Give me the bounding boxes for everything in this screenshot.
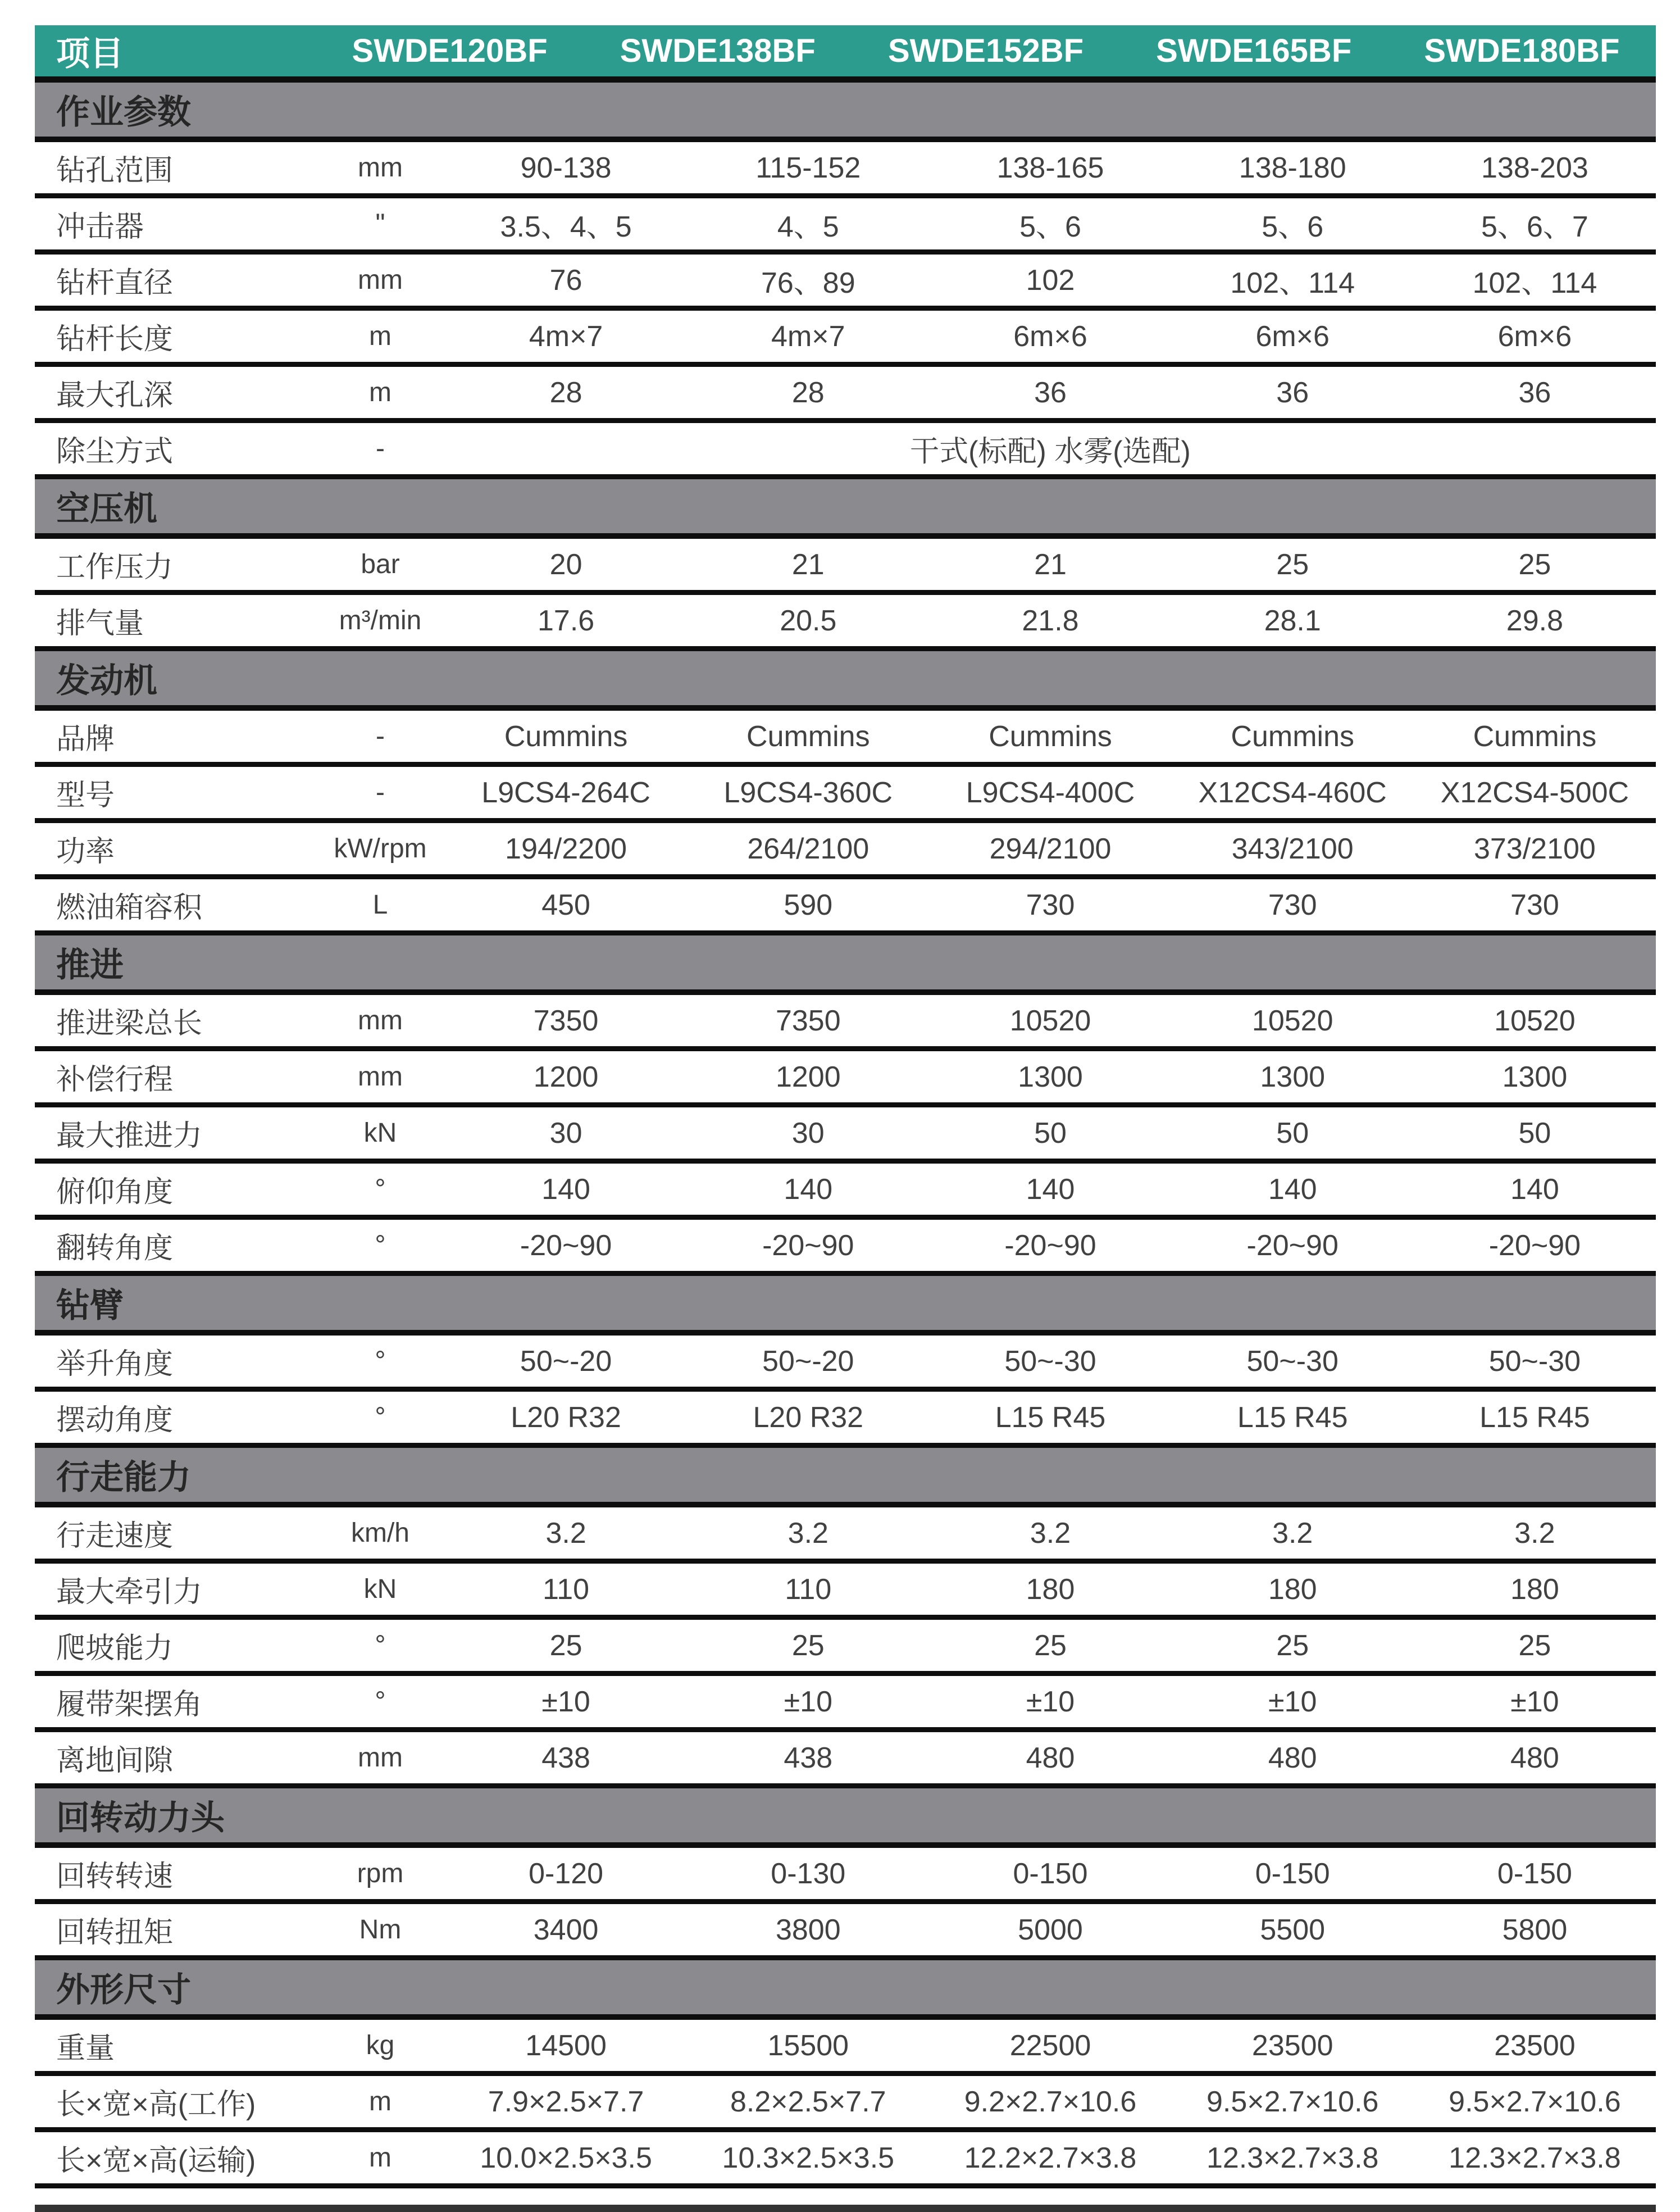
row-value: 730	[1510, 888, 1559, 921]
table-row	[35, 142, 1656, 198]
row-value: 194/2200	[505, 832, 627, 865]
model-header-cell: SWDE152BF	[887, 33, 1084, 69]
row-label: 回转扭矩	[56, 1916, 174, 1949]
model-header-cell: SWDE138BF	[620, 33, 816, 69]
row-unit: mm	[358, 1743, 403, 1773]
table-row	[35, 1107, 1656, 1164]
row-value: 7.9×2.5×7.7	[488, 2085, 644, 2118]
row-label: 举升角度	[56, 1348, 174, 1380]
row-value: 140	[1268, 1173, 1317, 1206]
row-value: 9.5×2.7×10.6	[1206, 2085, 1379, 2118]
row-unit: mm	[358, 265, 403, 295]
row-value: 480	[1510, 1741, 1559, 1774]
row-value: 3.2	[1030, 1516, 1071, 1550]
row-value: 3.5、4、5	[500, 211, 632, 243]
table-row	[35, 1164, 1656, 1220]
table-row	[35, 1051, 1656, 1107]
table-row	[35, 2132, 1656, 2188]
row-value: ±10	[541, 1685, 590, 1718]
row-label: 最大孔深	[56, 379, 174, 412]
table-row	[35, 995, 1656, 1051]
row-value: Cummins	[1231, 720, 1354, 753]
row-label: 最大牵引力	[56, 1576, 203, 1609]
bottom-edge-strip	[35, 2205, 1656, 2212]
row-value: ±10	[784, 1685, 832, 1718]
table-row	[35, 1507, 1656, 1564]
row-value: 10.3×2.5×3.5	[722, 2141, 895, 2174]
row-label: 行走速度	[56, 1520, 174, 1552]
row-label: 品牌	[56, 723, 115, 756]
row-value: 1300	[1260, 1060, 1326, 1093]
row-value: 50~-20	[520, 1345, 612, 1378]
row-value: 30	[791, 1116, 825, 1150]
row-value: Cummins	[1473, 720, 1597, 753]
row-unit: km/h	[350, 1518, 409, 1548]
row-value: 25	[1518, 548, 1551, 581]
row-value: 0-130	[771, 1857, 846, 1890]
row-value: 29.8	[1506, 604, 1564, 637]
row-value: X12CS4-500C	[1440, 776, 1629, 809]
row-value: 450	[541, 888, 590, 921]
spec-table	[35, 25, 1656, 2188]
row-value: 3.2	[545, 1516, 586, 1550]
row-value: 21	[791, 548, 825, 581]
row-value: 480	[1268, 1741, 1317, 1774]
row-value: ±10	[1026, 1685, 1075, 1718]
row-unit: -	[376, 778, 385, 807]
row-value: L9CS4-264C	[481, 776, 650, 809]
row-value: 3400	[533, 1913, 599, 1946]
row-value: 373/2100	[1473, 832, 1596, 865]
row-value: L15 R45	[995, 1401, 1106, 1434]
table-row	[35, 1676, 1656, 1732]
row-label: 型号	[56, 779, 115, 812]
row-value: 1300	[1502, 1060, 1568, 1093]
row-value: 50~-30	[1488, 1345, 1581, 1378]
row-label: 重量	[56, 2032, 115, 2065]
section-title: 作业参数	[56, 93, 191, 131]
row-value: 3.2	[787, 1516, 828, 1550]
row-value: 730	[1268, 888, 1317, 921]
row-label: 长×宽×高(运输)	[56, 2145, 256, 2177]
section-title: 发动机	[56, 662, 157, 700]
row-unit: m	[369, 2087, 391, 2116]
row-unit: L	[372, 890, 388, 920]
row-label: 俯仰角度	[56, 1176, 174, 1209]
row-label: 工作压力	[56, 551, 174, 584]
row-value: 25	[1276, 1629, 1309, 1662]
row-label: 离地间隙	[56, 1745, 174, 1777]
table-row	[35, 879, 1656, 935]
row-value: 6m×6	[1255, 320, 1330, 353]
row-value: -20~90	[1004, 1229, 1096, 1262]
row-value: L20 R32	[511, 1401, 621, 1434]
row-value: 5、6	[1262, 211, 1324, 243]
row-value: 264/2100	[747, 832, 869, 865]
row-unit: mm	[358, 1006, 403, 1035]
row-value: 3800	[775, 1913, 841, 1946]
row-unit: m	[369, 2143, 391, 2173]
row-value: 180	[1510, 1573, 1559, 1606]
row-unit: rpm	[357, 1859, 404, 1888]
row-label: 钻杆长度	[56, 323, 174, 356]
row-value: 7350	[533, 1004, 599, 1037]
section-band	[35, 83, 1656, 142]
table-row	[35, 198, 1656, 255]
table-row	[35, 539, 1656, 595]
model-header-cell: SWDE165BF	[1156, 33, 1352, 69]
section-title: 推进	[56, 946, 124, 984]
row-value: 23500	[1251, 2029, 1333, 2062]
row-value: 180	[1026, 1573, 1075, 1606]
row-value: 22500	[1009, 2029, 1091, 2062]
table-row	[35, 1392, 1656, 1448]
row-label: 履带架摆角	[56, 1688, 203, 1721]
row-label: 回转转速	[56, 1860, 174, 1893]
row-value: 21	[1034, 548, 1067, 581]
row-value: 7350	[775, 1004, 841, 1037]
row-value: 8.2×2.5×7.7	[730, 2085, 886, 2118]
table-row	[35, 1336, 1656, 1392]
table-row	[35, 1732, 1656, 1788]
section-band	[35, 935, 1656, 995]
table-row	[35, 2020, 1656, 2076]
header-item-label: 项目	[56, 34, 124, 72]
row-unit: bar	[361, 549, 400, 579]
row-value: 20.5	[780, 604, 837, 637]
row-unit: °	[375, 1687, 386, 1716]
row-value: 0-150	[1255, 1857, 1330, 1890]
row-value: Cummins	[504, 720, 628, 753]
row-value: 6m×6	[1013, 320, 1087, 353]
row-value: 0-150	[1497, 1857, 1572, 1890]
row-value: 23500	[1494, 2029, 1576, 2062]
row-unit: Nm	[359, 1915, 402, 1945]
row-value: 10520	[1494, 1004, 1576, 1037]
section-band	[35, 1788, 1656, 1848]
row-value: 4m×7	[771, 320, 845, 353]
table-row	[35, 1220, 1656, 1276]
row-unit: °	[375, 1346, 386, 1376]
row-value: Cummins	[989, 720, 1112, 753]
row-unit: kN	[363, 1574, 397, 1604]
row-label: 长×宽×高(工作)	[56, 2088, 256, 2121]
row-value: 102、114	[1472, 267, 1597, 299]
row-value: 15500	[767, 2029, 849, 2062]
row-value: 6m×6	[1497, 320, 1572, 353]
row-value: -20~90	[520, 1229, 612, 1262]
row-value: 138-180	[1239, 151, 1346, 184]
row-value: 438	[784, 1741, 833, 1774]
row-value: 50	[1518, 1116, 1551, 1150]
row-value: -20~90	[762, 1229, 854, 1262]
table-row	[35, 1904, 1656, 1960]
row-value: 294/2100	[989, 832, 1112, 865]
row-value: 5、6、7	[1481, 211, 1588, 243]
table-row	[35, 367, 1656, 423]
model-header-cell: SWDE180BF	[1424, 33, 1620, 69]
row-value: ±10	[1268, 1685, 1317, 1718]
row-value: 90-138	[520, 151, 612, 184]
row-value: Cummins	[746, 720, 870, 753]
row-value: 36	[1518, 376, 1551, 409]
row-value: X12CS4-460C	[1198, 776, 1387, 809]
row-label: 推进梁总长	[56, 1007, 203, 1040]
row-value: 28	[549, 376, 582, 409]
table-row	[35, 767, 1656, 823]
row-value: 76、89	[761, 267, 855, 299]
row-unit: °	[375, 1630, 386, 1660]
row-label: 钻孔范围	[56, 155, 174, 187]
row-value: 102、114	[1230, 267, 1355, 299]
row-unit: mm	[358, 153, 403, 183]
row-value: 25	[1276, 548, 1309, 581]
row-value: 138-165	[996, 151, 1104, 184]
section-band	[35, 651, 1656, 711]
row-value: 10520	[1251, 1004, 1333, 1037]
row-value: 138-203	[1481, 151, 1588, 184]
row-value: 17.6	[537, 604, 595, 637]
row-value: 5800	[1502, 1913, 1568, 1946]
table-row	[35, 1620, 1656, 1676]
row-value: L9CS4-400C	[966, 776, 1135, 809]
row-value: 438	[541, 1741, 590, 1774]
row-value: 12.3×2.7×3.8	[1449, 2141, 1621, 2174]
row-value: 480	[1026, 1741, 1075, 1774]
row-value: 4m×7	[529, 320, 603, 353]
row-value: 28	[791, 376, 825, 409]
row-value: 110	[785, 1573, 832, 1606]
row-value: 10520	[1009, 1004, 1091, 1037]
table-row	[35, 823, 1656, 879]
row-value: 102	[1026, 264, 1075, 297]
row-value: 25	[1034, 1629, 1067, 1662]
section-title: 空压机	[56, 490, 157, 528]
row-merged-value: 干式(标配) 水雾(选配)	[910, 435, 1191, 468]
row-value: 590	[784, 888, 833, 921]
row-unit: mm	[358, 1062, 403, 1092]
row-value: 25	[791, 1629, 825, 1662]
row-unit: °	[375, 1230, 386, 1260]
row-unit: °	[375, 1174, 386, 1204]
section-band	[35, 479, 1656, 539]
table-row	[35, 711, 1656, 767]
row-value: -20~90	[1246, 1229, 1338, 1262]
row-label: 排气量	[56, 607, 144, 640]
row-unit: kN	[363, 1118, 397, 1148]
row-value: 180	[1268, 1573, 1317, 1606]
row-value: 50	[1276, 1116, 1309, 1150]
row-value: 1200	[775, 1060, 841, 1093]
row-value: L15 R45	[1237, 1401, 1348, 1434]
row-unit: °	[375, 1402, 386, 1432]
row-value: 110	[543, 1573, 590, 1606]
row-unit: m	[369, 321, 391, 351]
row-value: 76	[549, 264, 582, 297]
row-label: 摆动角度	[56, 1404, 174, 1437]
row-value: L9CS4-360C	[723, 776, 893, 809]
row-value: 28.1	[1264, 604, 1321, 637]
row-value: 25	[549, 1629, 582, 1662]
row-label: 钻杆直径	[56, 267, 174, 299]
row-value: 21.8	[1022, 604, 1079, 637]
row-value: 1300	[1018, 1060, 1083, 1093]
model-header-cell: SWDE120BF	[352, 33, 548, 69]
row-label: 功率	[56, 835, 115, 868]
row-value: 12.2×2.7×3.8	[964, 2141, 1137, 2174]
table-row	[35, 1848, 1656, 1904]
row-unit: m	[369, 378, 391, 407]
row-label: 补偿行程	[56, 1064, 174, 1096]
row-label: 除尘方式	[56, 435, 174, 468]
row-value: 14500	[525, 2029, 607, 2062]
section-title: 回转动力头	[56, 1799, 225, 1837]
row-value: 0-150	[1013, 1857, 1088, 1890]
row-value: 5000	[1018, 1913, 1083, 1946]
row-value: L15 R45	[1479, 1401, 1590, 1434]
row-unit: m³/min	[339, 606, 422, 635]
row-value: 3.2	[1272, 1516, 1313, 1550]
table-header-row	[35, 25, 1656, 83]
row-value: 0-120	[529, 1857, 604, 1890]
row-value: 3.2	[1514, 1516, 1555, 1550]
row-value: 30	[549, 1116, 582, 1150]
row-label: 燃油箱容积	[56, 892, 203, 924]
row-value: 36	[1276, 376, 1309, 409]
row-label: 冲击器	[56, 211, 144, 243]
row-value: 50~-30	[1004, 1345, 1096, 1378]
row-value: 10.0×2.5×3.5	[480, 2141, 652, 2174]
row-value: 12.3×2.7×3.8	[1206, 2141, 1379, 2174]
row-value: 25	[1518, 1629, 1551, 1662]
table-row	[35, 311, 1656, 367]
section-title: 外形尺寸	[56, 1971, 191, 2009]
section-title: 钻臂	[56, 1287, 124, 1324]
row-value: 5、6	[1019, 211, 1081, 243]
row-value: 50	[1034, 1116, 1067, 1150]
row-unit: -	[376, 434, 385, 464]
table-row	[35, 2076, 1656, 2132]
section-band	[35, 1960, 1656, 2020]
row-value: 115-152	[755, 151, 861, 184]
row-value: 20	[549, 548, 582, 581]
row-label: 最大推进力	[56, 1120, 203, 1152]
row-unit: kg	[366, 2031, 395, 2060]
row-label: 翻转角度	[56, 1232, 174, 1265]
row-value: 140	[541, 1173, 590, 1206]
row-value: 9.2×2.7×10.6	[964, 2085, 1137, 2118]
row-value: 36	[1034, 376, 1067, 409]
section-band	[35, 1276, 1656, 1336]
row-value: 50~-30	[1246, 1345, 1338, 1378]
row-value: 140	[784, 1173, 833, 1206]
table-row	[35, 255, 1656, 311]
table-row	[35, 1564, 1656, 1620]
row-value: 730	[1026, 888, 1075, 921]
table-row	[35, 423, 1656, 479]
row-value: 140	[1026, 1173, 1075, 1206]
row-value: -20~90	[1488, 1229, 1581, 1262]
row-label: 爬坡能力	[56, 1632, 174, 1665]
row-unit: -	[376, 721, 385, 751]
row-value: 9.5×2.7×10.6	[1449, 2085, 1621, 2118]
row-unit: kW/rpm	[334, 834, 427, 864]
section-band	[35, 1448, 1656, 1507]
row-value: 50~-20	[762, 1345, 854, 1378]
row-value: 5500	[1260, 1913, 1326, 1946]
row-value: 4、5	[777, 211, 839, 243]
row-value: ±10	[1510, 1685, 1559, 1718]
row-value: 140	[1510, 1173, 1559, 1206]
row-value: L20 R32	[753, 1401, 864, 1434]
row-unit: "	[375, 209, 385, 239]
row-value: 343/2100	[1231, 832, 1354, 865]
table-row	[35, 595, 1656, 651]
row-value: 1200	[533, 1060, 599, 1093]
section-title: 行走能力	[56, 1459, 191, 1496]
